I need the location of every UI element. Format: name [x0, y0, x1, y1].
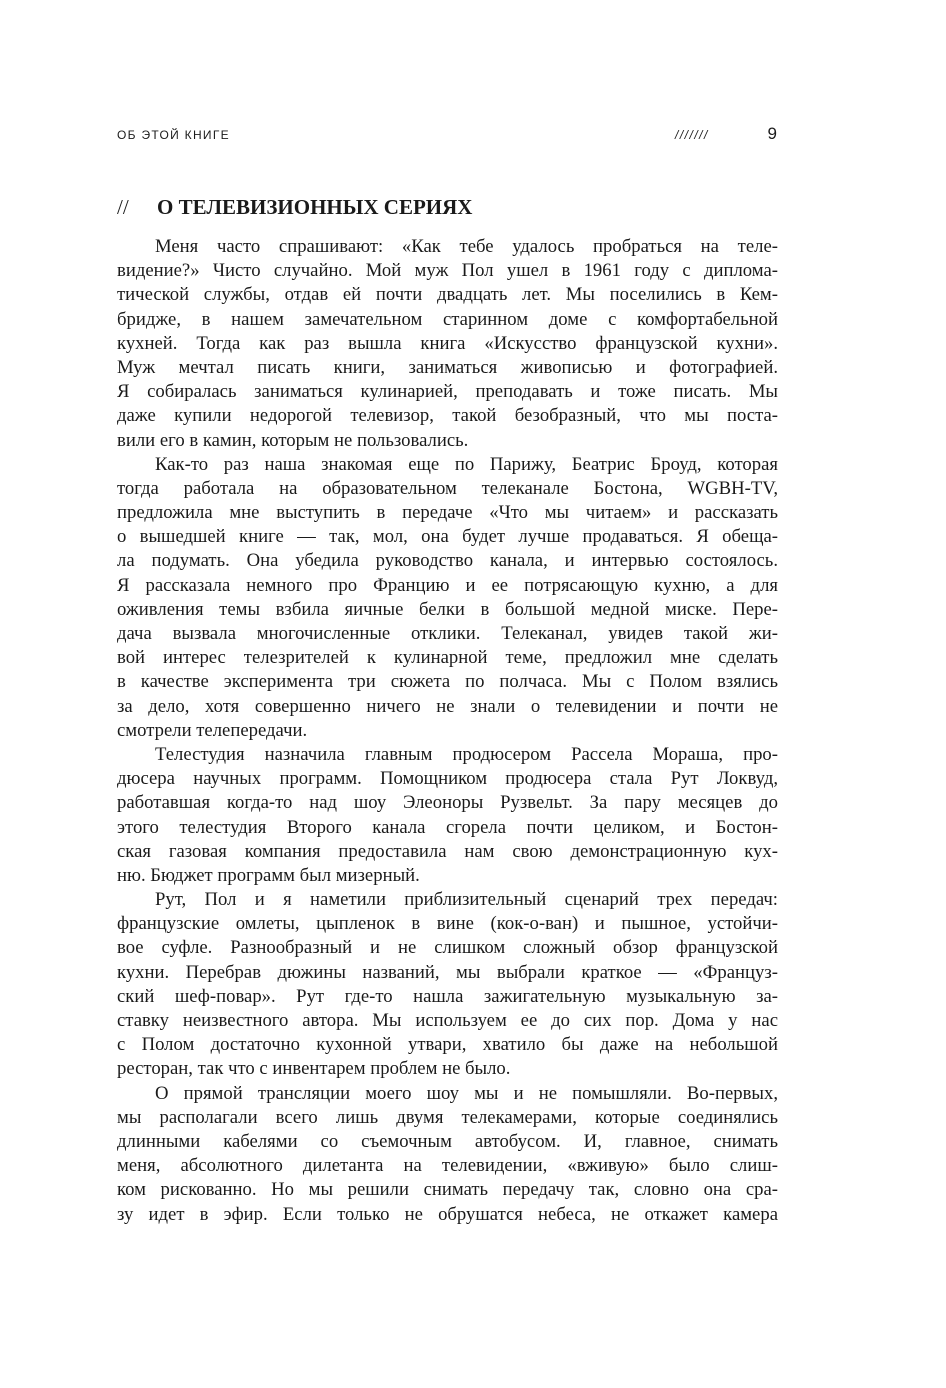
text-line: за дело, хотя совершенно ничего не знали о телевидении и почти не	[117, 695, 778, 717]
text-line: даже купили недорогой телевизор, такой безобразный, что мы поста-	[117, 405, 778, 427]
text-line: ню. Бюджет программ был мизерный.	[117, 864, 420, 886]
section-marker: //	[117, 195, 129, 219]
text-line: ком рискованно. Но мы решили снимать передачу так, словно она сра-	[117, 1179, 778, 1201]
text-line: ставку неизвестного автора. Мы используем ее до сих пор. Дома у нас	[117, 1010, 778, 1031]
text-line: кухней. Тогда как раз вышла книга «Искусство французской кухни».	[117, 332, 778, 354]
text-line: Я собиралась заниматься кулинарией, преподавать и тоже писать. Мы	[117, 381, 778, 403]
text-line: работавшая когда-то над шоу Элеоноры Рузвельт. За пару месяцев до	[117, 792, 778, 814]
text-line: видение?» Чисто случайно. Мой муж Пол ушел в 1961 году с диплома-	[117, 260, 778, 282]
text-line: длинными кабелями со съемочным автобусом. И, главное, снимать	[117, 1130, 778, 1152]
text-line: с Полом достаточно кухонной утвари, хватило бы даже на небольшой	[117, 1034, 778, 1056]
text-line: Телестудия назначила главным продюсером Рассела Мораша, про-	[155, 743, 778, 765]
text-line: кухни. Перебрав дюжины названий, мы выбрали краткое — «Француз-	[117, 961, 778, 983]
text-line: Меня часто спрашивают: «Как тебе удалось пробраться на теле-	[155, 236, 778, 257]
section-title: О ТЕЛЕВИЗИОННЫХ СЕРИЯХ	[157, 195, 473, 219]
text-line: вили его в камин, которым не пользовались.	[117, 429, 469, 451]
running-title: ОБ ЭТОЙ КНИГЕ	[117, 128, 230, 142]
text-line: этого телестудия Второго канала сгорела почти целиком, и Бостон-	[117, 816, 778, 838]
paragraph	[117, 1082, 778, 1227]
text-line: смотрели телепередачи.	[117, 719, 308, 741]
body-text	[117, 235, 778, 1227]
text-line: о вышедшей книге — так, мол, она будет лучше продаваться. Я обеща-	[117, 526, 778, 548]
paragraph	[117, 235, 778, 453]
text-line: вое суфле. Разнообразный и не слишком сложный обзор французской	[117, 937, 778, 959]
paragraph	[117, 453, 778, 743]
text-line: ресторан, так что с инвентарем проблем не было.	[117, 1058, 511, 1080]
text-line: зу идет в эфир. Если только не обрушатся небеса, не откажет камера	[117, 1203, 778, 1225]
text-line: тогда работала на образовательном телеканале Бостона, WGBH-TV,	[117, 477, 778, 499]
text-line: дюсера научных программ. Помощником продюсера стала Рут Локвуд,	[117, 768, 778, 790]
text-line: ский шеф-повар». Рут где-то нашла зажигательную музыкальную за-	[117, 985, 778, 1007]
paragraph	[117, 743, 778, 888]
paragraph	[117, 888, 778, 1082]
text-line: О прямой трансляции моего шоу мы и не помышляли. Во-первых,	[155, 1082, 778, 1104]
text-line: оживления темы взбила яичные белки в большой медной миске. Пере-	[117, 598, 778, 620]
text-line: меня, абсолютного дилетанта на телевидении, «вживую» было слиш-	[117, 1155, 778, 1177]
text-line: мы располагали всего лишь двумя телекамерами, которые соединялись	[117, 1106, 778, 1128]
text-line: дача вызвала многочисленные отклики. Телеканал, увидев такой жи-	[117, 623, 778, 644]
text-line: Я рассказала немного про Францию и ее потрясающую кухню, а для	[117, 574, 778, 596]
section-heading	[117, 194, 777, 220]
text-line: бридже, в нашем замечательном старинном доме с комфортабельной	[117, 308, 778, 330]
text-line: Муж мечтал писать книги, заниматься живописью и фотографией.	[117, 356, 778, 378]
text-line: в качестве эксперимента три сюжета по полчаса. Мы с Полом взялись	[117, 671, 778, 693]
header-ornament: ///////	[675, 128, 709, 142]
text-line: ла подумать. Она убедила руководство канала, и интервью состоялось.	[117, 550, 778, 572]
text-line: тической службы, отдав ей почти двадцать лет. Мы поселились в Кем-	[117, 284, 778, 306]
page-number: 9	[767, 124, 777, 143]
text-line: вой интерес телезрителей к кулинарной теме, предложил мне сделать	[117, 647, 778, 669]
running-header	[117, 124, 777, 148]
text-line: ская газовая компания предоставила нам свою демонстрационную кух-	[117, 840, 778, 862]
text-line: предложила мне выступить в передаче «Что мы читаем» и рассказать	[117, 502, 778, 524]
text-line: Как-то раз наша знакомая еще по Парижу, Беатрис Броуд, которая	[155, 453, 778, 475]
text-line: Рут, Пол и я наметили приблизительный сценарий трех передач:	[155, 889, 778, 911]
text-line: французские омлеты, цыпленок в вине (кок-о-ван) и пышное, устойчи-	[117, 913, 778, 935]
